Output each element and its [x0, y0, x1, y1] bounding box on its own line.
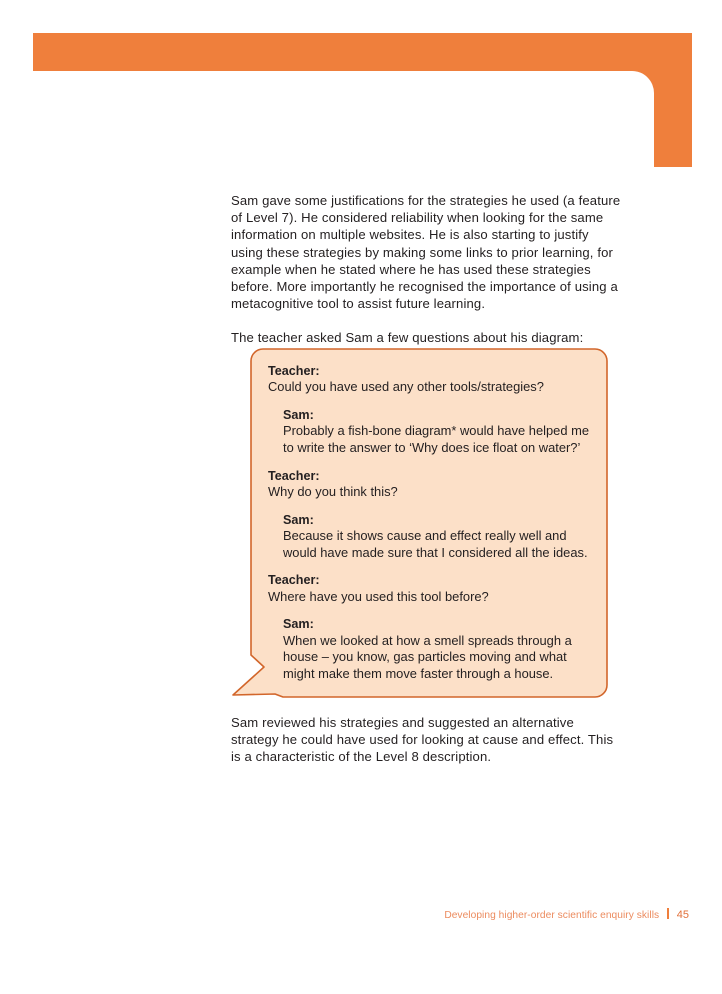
footer-page-number: 45	[676, 909, 689, 921]
paragraph-lead-in: The teacher asked Sam a few questions about his diagram:	[231, 330, 584, 346]
dialogue-turn	[268, 363, 590, 396]
speaker-label: Teacher:	[268, 573, 320, 588]
paragraph-closing: Sam reviewed his strategies and suggested an alternative strategy he could have used for looking at cause and effect. This is a characteristic of the Level 8 description.	[231, 715, 614, 765]
dialogue-turn	[268, 572, 590, 605]
dialogue-turn	[268, 468, 590, 501]
speech-text: Probably a fish-bone diagram* would have helped me to write the answer to ‘Why does ice float on water?’	[283, 423, 589, 455]
speaker-label: Sam:	[283, 408, 314, 422]
footer-separator	[667, 908, 669, 919]
page-footer	[444, 907, 689, 921]
speaker-label: Sam:	[283, 512, 314, 527]
speaker-label: Teacher:	[268, 468, 320, 483]
dialogue-turns-list	[268, 363, 590, 682]
speech-text: Could you have used any other tools/strategies?	[268, 379, 544, 395]
header-orange-rule-icon	[33, 33, 692, 167]
dialogue-turn	[283, 512, 590, 562]
paragraph-intro: Sam gave some justifications for the strategies he used (a feature of Level 7). He considered reliability when looking for the same information on multiple websites. He is also starting to justify using these strategies by making some links to prior learning, for example when he stated where he has used these strategies before. More importantly he recognised the importance of using a metacognitive tool to assist future learning.	[231, 193, 621, 312]
speech-text: Where have you used this tool before?	[268, 588, 489, 604]
closing-content	[231, 714, 621, 781]
speech-text: Why do you think this?	[268, 484, 398, 499]
main-content	[231, 192, 621, 347]
speech-text: When we looked at how a smell spreads through a house – you know, gas particles moving and what might make them move faster through a house.	[283, 632, 572, 681]
dialogue-speech-bubble	[231, 345, 621, 703]
footer-title: Developing higher-order scientific enquiry skills	[444, 910, 660, 921]
speaker-label: Teacher:	[268, 364, 320, 378]
speaker-label: Sam:	[283, 617, 314, 632]
speech-text: Because it shows cause and effect really well and would have made sure that I considered all the ideas.	[283, 528, 588, 560]
dialogue-turn	[283, 616, 590, 682]
dialogue-turn	[283, 407, 590, 457]
